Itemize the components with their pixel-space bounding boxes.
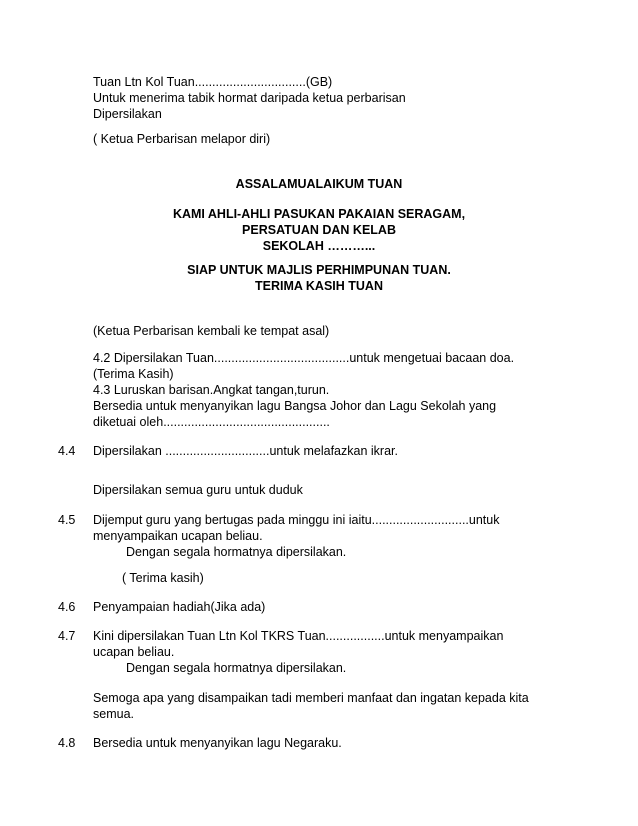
salute-group-1: KAMI AHLI-AHLI PASUKAN PAKAIAN SERAGAM, (172, 207, 466, 221)
item-4-3-line-1: 4.3 Luruskan barisan.Angkat tangan,turun. (93, 383, 330, 397)
salute-group-3: SEKOLAH ………... (262, 239, 376, 253)
item-4-5-line-2: menyampaikan ucapan beliau. (93, 529, 263, 543)
return-note: (Ketua Perbarisan kembali ke tempat asal) (93, 324, 330, 338)
item-4-6-text: Penyampaian hadiah(Jika ada) (93, 600, 266, 614)
item-4-5-line-3: Dengan segala hormatnya dipersilakan. (126, 545, 347, 559)
report-note: ( Ketua Perbarisan melapor diri) (93, 132, 271, 146)
item-4-7-line-3: Dengan segala hormatnya dipersilakan. (126, 661, 347, 675)
salute-ready-2: TERIMA KASIH TUAN (254, 279, 383, 293)
salute-ready-1: SIAP UNTUK MAJLIS PERHIMPUNAN TUAN. (187, 263, 451, 277)
item-4-8-text: Bersedia untuk menyanyikan lagu Negaraku. (93, 736, 342, 750)
item-4-7-number: 4.7 (58, 629, 76, 643)
item-4-2-line-1: 4.2 Dipersilakan Tuan.......................................untuk mengetuai bacaan doa. (93, 351, 515, 365)
salute-group-2: PERSATUAN DAN KELAB (242, 223, 396, 237)
item-4-4-number: 4.4 (58, 444, 76, 458)
teachers-sit-note: Dipersilakan semua guru untuk duduk (93, 483, 303, 497)
item-4-2-line-2: (Terima Kasih) (93, 367, 174, 381)
closing-line-1: Semoga apa yang disampaikan tadi memberi manfaat dan ingatan kepada kita (93, 691, 529, 705)
item-4-7-line-1: Kini dipersilakan Tuan Ltn Kol TKRS Tuan.................untuk menyampaikan (93, 629, 504, 643)
item-4-6-number: 4.6 (58, 600, 76, 614)
salute-greeting: ASSALAMUALAIKUM TUAN (235, 177, 403, 191)
item-4-3-line-3: diketuai oleh................................................ (93, 415, 330, 429)
item-4-5-number: 4.5 (58, 513, 76, 527)
item-4-3-line-2: Bersedia untuk menyanyikan lagu Bangsa Johor dan Lagu Sekolah yang (93, 399, 497, 413)
opening-line-3: Dipersilakan (93, 107, 162, 121)
closing-line-2: semua. (93, 707, 134, 721)
item-4-7-line-2: ucapan beliau. (93, 645, 175, 659)
opening-line-1: Tuan Ltn Kol Tuan................................(GB) (93, 75, 333, 89)
item-4-4-text: Dipersilakan ..............................untuk melafazkan ikrar. (93, 444, 398, 458)
item-4-8-number: 4.8 (58, 736, 76, 750)
item-4-5-line-1: Dijemput guru yang bertugas pada minggu ini iaitu............................untuk (93, 513, 500, 527)
opening-line-2: Untuk menerima tabik hormat daripada ketua perbarisan (93, 91, 406, 105)
item-4-5-thanks: ( Terima kasih) (122, 571, 204, 585)
